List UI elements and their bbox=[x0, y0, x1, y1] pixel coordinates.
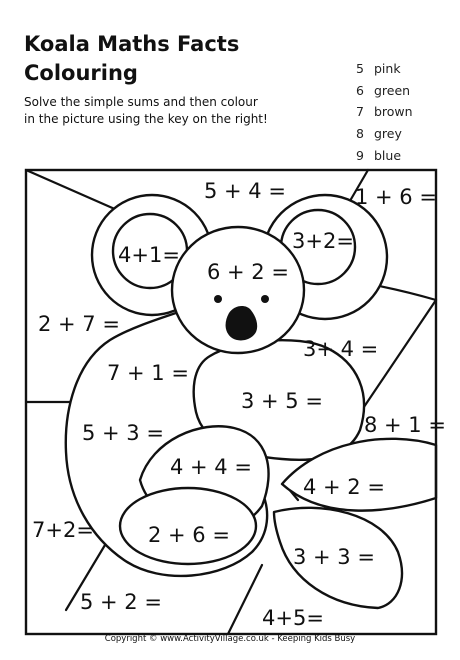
sum-right-ear: 3+2= bbox=[292, 229, 354, 253]
instructions-line-1: Solve the simple sums and then colour bbox=[24, 95, 258, 109]
key-colour: grey bbox=[373, 126, 402, 142]
key-number: 6 bbox=[356, 82, 364, 98]
divider-top-left bbox=[26, 170, 117, 210]
sum-body-lower: 5 + 3 = bbox=[82, 421, 164, 445]
left-eye bbox=[214, 295, 222, 303]
divider-bottom bbox=[228, 565, 262, 634]
right-eye bbox=[261, 295, 269, 303]
sum-right-arm: 3 + 5 = bbox=[241, 389, 323, 413]
key-colour: pink bbox=[373, 61, 401, 76]
sum-bottom-background: 4+5= bbox=[262, 606, 324, 630]
sum-right-background-lower: 8 + 1 = bbox=[364, 413, 446, 437]
copyright-notice: Copyright © www.ActivityVillage.co.uk - Keeping Kids Busy bbox=[104, 634, 356, 644]
key-colour: green bbox=[373, 82, 411, 98]
sum-left-background: 2 + 7 = bbox=[38, 312, 120, 336]
sum-bottom-left-background: 5 + 2 = bbox=[80, 590, 162, 614]
key-number: 9 bbox=[356, 147, 364, 163]
sum-lower-left-background: 7+2= bbox=[32, 518, 94, 542]
sum-head: 6 + 2 = bbox=[207, 260, 289, 284]
key-number: 7 bbox=[356, 104, 364, 120]
sum-body-upper: 7 + 1 = bbox=[107, 361, 189, 385]
sum-left-foot: 2 + 6 = bbox=[148, 523, 230, 547]
sum-leaf-lower: 3 + 3 = bbox=[293, 545, 375, 569]
key-number: 5 bbox=[356, 61, 364, 76]
sum-left-leg: 4 + 4 = bbox=[170, 455, 252, 479]
key-colour: brown bbox=[373, 104, 413, 120]
instructions-line-2: in the picture using the key on the right! bbox=[24, 112, 268, 126]
title-line-1: Koala Maths Facts bbox=[24, 32, 240, 56]
key-number: 8 bbox=[356, 126, 364, 142]
key-colour: blue bbox=[373, 147, 402, 163]
title-line-2: Colouring bbox=[24, 61, 138, 85]
sum-top-right-corner: 1 + 6 = bbox=[355, 185, 437, 209]
sum-right-background-upper: 3+ 4 = bbox=[303, 337, 379, 361]
sum-top-background: 5 + 4 = bbox=[204, 179, 286, 203]
sum-left-ear: 4+1= bbox=[118, 243, 180, 267]
sum-leaf-upper: 4 + 2 = bbox=[303, 475, 385, 499]
